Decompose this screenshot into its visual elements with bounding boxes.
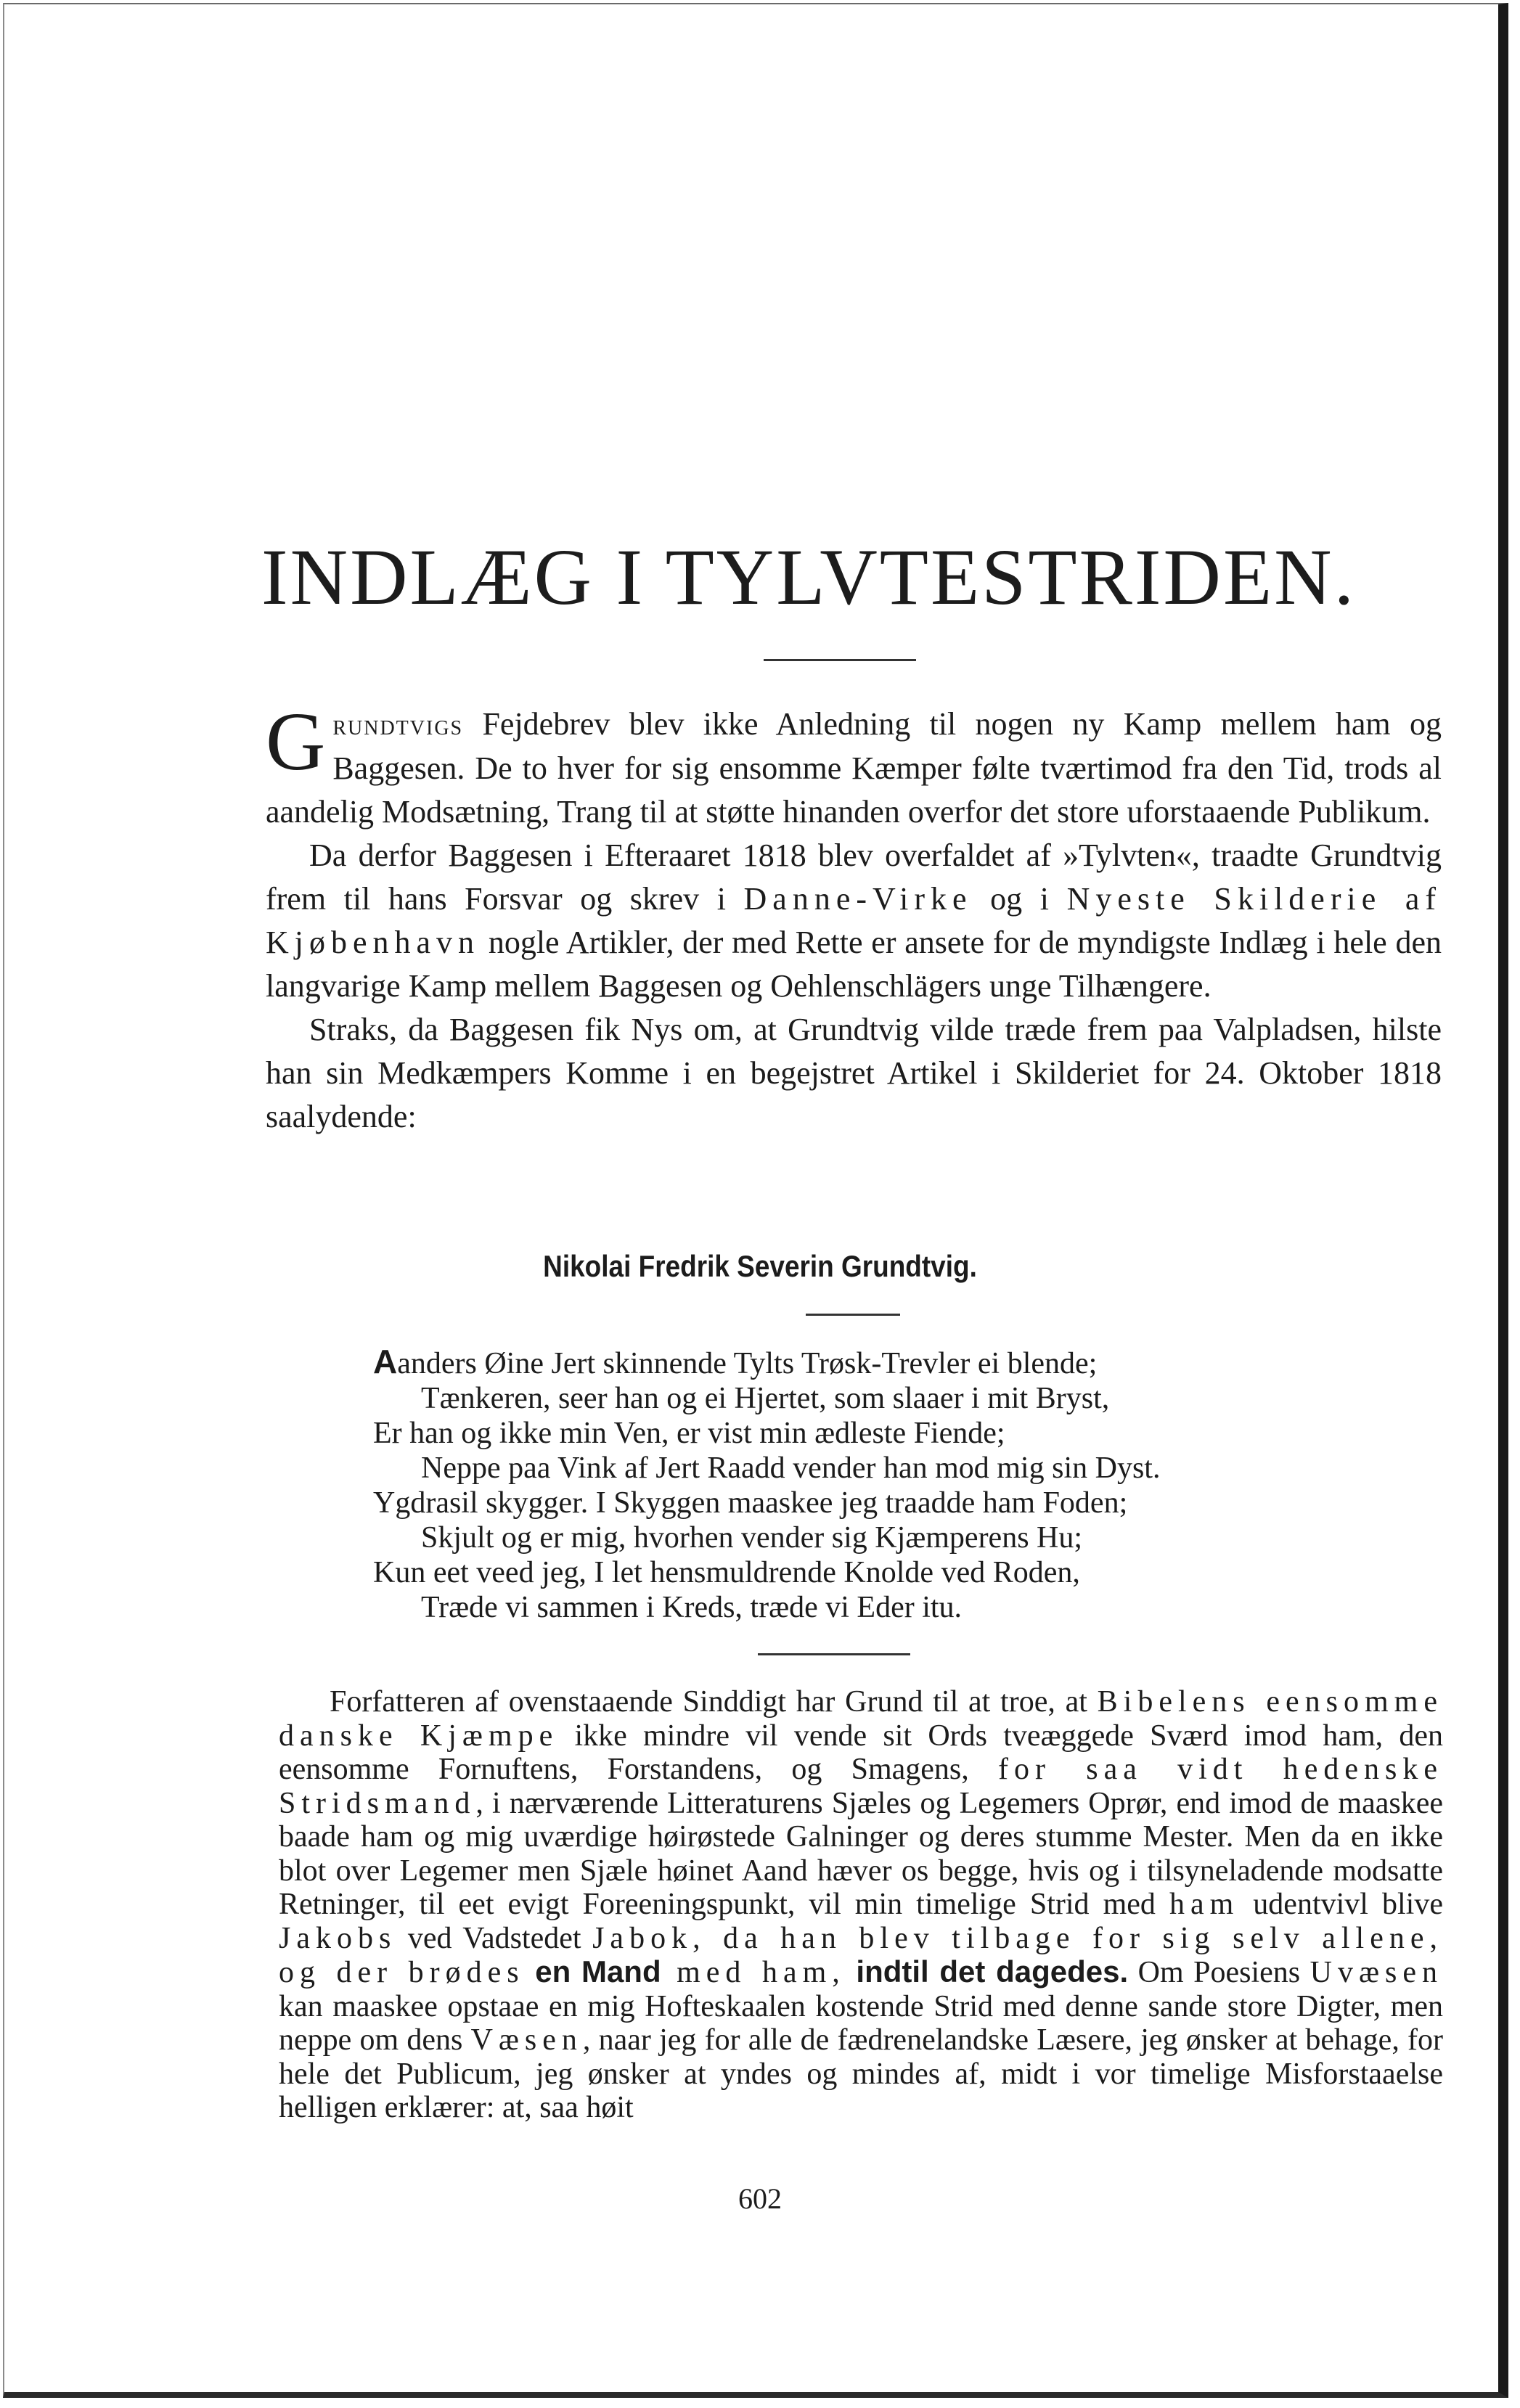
poem [373,1344,1389,1625]
commentary-text-5: ved Vadstedet [396,1921,593,1955]
commentary-spaced-7: Uvæsen [1309,1956,1443,1989]
drop-cap: G [266,695,326,787]
intro-paragraph-2-text-a: Da derfor Baggesen i Efteraaret 1818 blev overfaldet af »Tylvten«, traadte Grundtvig frem til hans Forsvar og skrev i [266,838,1442,917]
commentary-spaced-8: Væsen [470,2023,583,2057]
commentary-paragraph [279,1685,1443,2125]
commentary-spaced-3: ham [1169,1888,1240,1921]
intro-text [266,695,1442,1139]
commentary-bold-2: indtil det dagedes. [845,1954,1129,1989]
intro-small-caps: rundtvigs [332,708,464,741]
poem-line-4: Neppe paa Vink af Jert Raadd vender han mod mig sin Dyst. [421,1451,1161,1485]
poem-line-2: Tænkeren, seer han og ei Hjertet, som slaaer i mit Bryst, [421,1382,1110,1415]
poem-line-6: Skjult og er mig, hvorhen vender sig Kjæmperens Hu; [421,1521,1083,1555]
poem-line-8: Træde vi sammen i Kreds, træde vi Eder itu. [421,1591,963,1624]
intro-paragraph-2 [266,834,1442,1008]
poem-heading-divider [806,1314,900,1316]
commentary-text-4: udentvivl blive [1239,1888,1443,1921]
poem-line-5: Ygdrasil skygger. I Skyggen maaskee jeg traadde ham Foden; [373,1486,1128,1520]
commentary-text-7: kan maaskee opstaae en mig Hofteskaalen kostende Strid med denne sande store Digter, men neppe om dens [279,1989,1443,2057]
poem-line-1 [373,1344,1389,1381]
poem-line-1-text: anders Øine Jert skinnende Tylts Trøsk-Trevler ei blende; [397,1347,1098,1380]
commentary-text-8: , naar jeg for alle de fædrenelandske Læsere, jeg ønsker at behage, for hele det Publicum, jeg ønsker at yndes og mindes af, midt i vor timelige Misforstaaelse helligen erklærer: at, saa høit [279,2023,1443,2124]
commentary-text-2: ikke mindre vil vende sit Ords tveæggede Sværd imod ham, den eensomme Fornuftens, Forstandens, og Smagens, [279,1719,1444,1786]
journal-name-danne-virke: Danne-Virke [743,881,973,917]
journal-name-skilderie: Nyeste Skilderie af Kjøbenhavn [266,881,1442,960]
intro-paragraph-2-text-b: og i [972,881,1067,917]
page-number: 602 [738,2182,782,2215]
poem-line-3: Er han og ikke min Ven, er vist min ædleste Fiende; [373,1417,1005,1450]
poem-initial: A [373,1343,398,1380]
intro-paragraph-1-text: Fejdebrev blev ikke Anledning til nogen ny Kamp mellem ham og Baggesen. De to hver for sig ensomme Kæmper følte tværtimod fra den Tid, trods al aandelig Modsætning, Trang til at støtte hinanden overfor det store uforstaaende Publikum. [266,706,1442,830]
commentary-spaced-1: Bibelens eensomme danske Kjæmpe [279,1685,1443,1753]
commentary-spaced-5: Jabok, da han blev tilbage for sig selv allene, og der brødes [279,1921,1444,1989]
commentary-text-6: Om Poesiens [1128,1956,1310,1989]
intro-paragraph-1 [266,695,1442,834]
intro-paragraph-2-text-c: nogle Artikler, der med Rette er ansete for de myndigste Indlæg i hele den langvarige Kamp mellem Baggesen og Oehlenschlägers unge Tilhængere. [266,925,1442,1004]
poem-line-7: Kun eet veed jeg, I let hensmuldrende Knolde ved Roden, [373,1556,1080,1589]
poem-heading: Nikolai Fredrik Severin Grundtvig. [543,1249,977,1283]
commentary-bold-1: en Mand [524,1954,661,1989]
commentary-text-1: Forfatteren af ovenstaaende Sinddigt har Grund til at troe, at [330,1685,1098,1719]
intro-paragraph-3: Straks, da Baggesen fik Nys om, at Grundtvig vilde træde frem paa Valpladsen, hilste han sin Medkæmpers Komme i en begejstret Artikel i Skilderiet for 24. Oktober 1818 saalydende: [266,1012,1442,1134]
commentary-spaced-4: Jakobs [279,1921,397,1955]
commentary-spaced-6: med ham, [661,1956,846,1989]
poem-end-divider [758,1653,910,1655]
commentary-spaced-2: for saa vidt hedenske Stridsmand [279,1753,1443,1820]
title-divider [764,659,916,661]
commentary-text-3: , i nærværende Litteraturens Sjæles og Legemers Oprør, end imod de maaskee baade ham og mig uværdige høirøstede Galninger og deres stumme Mester. Men da en ikke blot over Legemer men Sjæle høinet Aand hæver os begge, hvis og i tilsyneladende modsatte Retninger, til eet evigt Foreeningspunkt, vil min timelige Strid med [279,1786,1443,1921]
page-title: INDLÆG I TYLVTESTRIDEN. [261,533,1357,621]
